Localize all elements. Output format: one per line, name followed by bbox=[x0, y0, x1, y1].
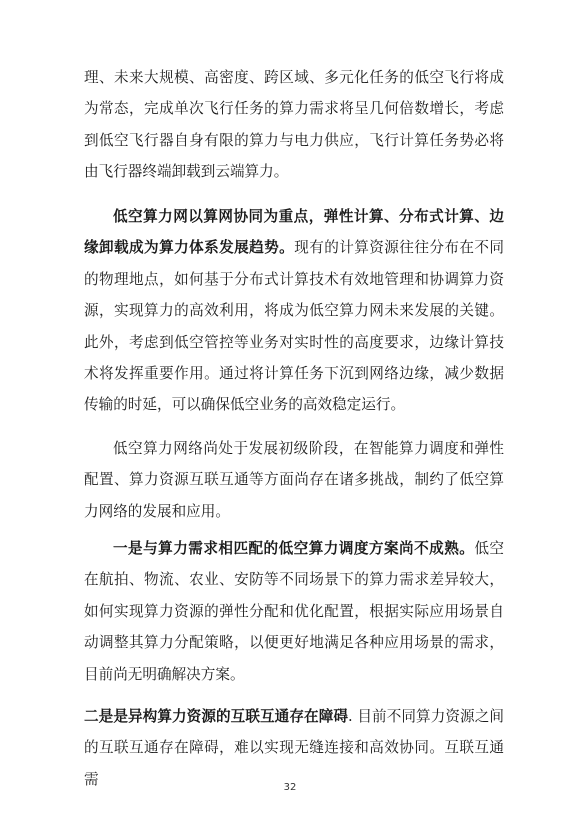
paragraph-2-bold: 低空算力网以算网协同为重点，弹性计算、分布式计算、边缘卸载成为算力体系发展趋势。 bbox=[84, 208, 504, 257]
paragraph-1-text: 理、未来大规模、高密度、跨区域、多元化任务的低空飞行将成为常态，完成单次飞行任务的算力需求将呈几何倍数增长，考虑到低空飞行器自身有限的算力与电力供应，飞行计算任务势必将由飞行器终端卸载到云端算力。 bbox=[84, 69, 504, 181]
paragraph-3-text: 低空算力网络尚处于发展初级阶段，在智能算力调度和弹性配置、算力资源互联互通等方面尚存在诸多挑战，制约了低空算力网络的发展和应用。 bbox=[84, 440, 504, 520]
paragraph-5-text: . 目前不同算力资源之间的互联互通存在障碍，难以实现无缝连接和高效协同。互联互通需 bbox=[84, 708, 504, 788]
page-number: 32 bbox=[283, 782, 297, 793]
paragraph-2 bbox=[84, 201, 504, 421]
paragraph-3 bbox=[84, 433, 504, 527]
paragraph-4 bbox=[84, 533, 504, 690]
paragraph-2-text: 现有的计算资源往往分布在不同的物理地点，如何基于分布式计算技术有效地管理和协调算力资源，实现算力的高效利用，将成为低空算力网未来发展的关键。此外，考虑到低空管控等业务对实时性的高度要求，边缘计算技术将发挥重要作用。通过将计算任务下沉到网络边缘，减少数据传输的时延，可以确保低空业务的高效稳定运行。 bbox=[84, 239, 504, 414]
paragraph-4-text: 低空在航拍、物流、农业、安防等不同场景下的算力需求差异较大，如何实现算力资源的弹性分配和优化配置，根据实际应用场景自动调整其算力分配策略，以便更好地满足各种应用场景的需求，目前尚无明确解决方案。 bbox=[84, 540, 504, 683]
paragraph-5-bold: 二是是异构算力资源的互联互通存在障碍 bbox=[84, 708, 349, 725]
paragraph-1 bbox=[84, 62, 504, 188]
paragraph-4-bold: 一是与算力需求相匹配的低空算力调度方案尚不成熟。 bbox=[113, 540, 475, 557]
